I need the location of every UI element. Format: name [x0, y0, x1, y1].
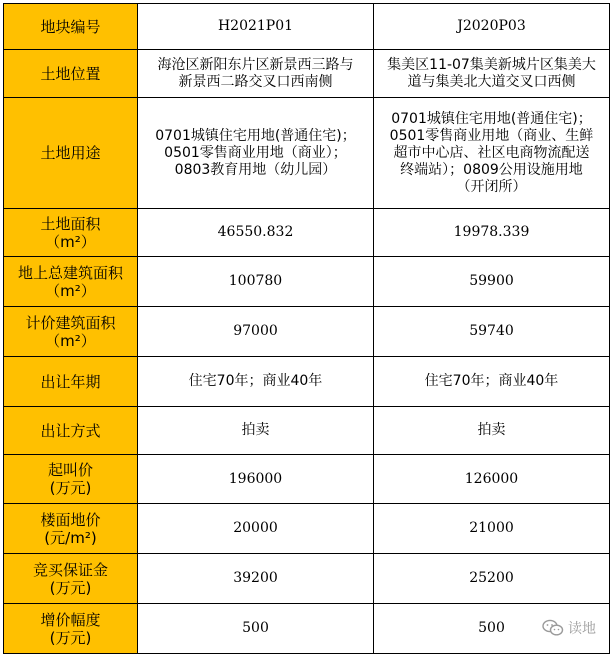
total-floor-area-label-line: 地上总建筑面积	[17, 263, 123, 282]
starting-price-parcel-2	[374, 455, 610, 504]
term-label	[4, 357, 138, 407]
starting-price-label	[4, 455, 138, 504]
deposit-parcel-2	[374, 554, 610, 604]
location-label	[4, 50, 138, 98]
deposit-label	[4, 554, 138, 604]
term-parcel-1-line: 住宅70年；商业40年	[188, 373, 323, 389]
priced-floor-area-label-line: （m²）	[45, 331, 96, 350]
location-parcel-2-line: 道与集美北大道交叉口西侧	[407, 73, 576, 90]
priced-floor-area-label	[4, 307, 138, 357]
floor-price-parcel-1	[138, 504, 374, 554]
header-parcel-1: H2021P01	[138, 4, 374, 50]
starting-price-label-line: (万元)	[49, 479, 92, 497]
term-parcel-1	[138, 357, 374, 407]
use-parcel-1-line: 0701城镇住宅用地(普通住宅)；	[155, 127, 356, 144]
header-label: 地块编号	[4, 4, 138, 50]
header-parcel-2: J2020P03	[374, 4, 610, 50]
use-label-line: 土地用途	[40, 144, 101, 162]
priced-floor-area-label-line: 计价建筑面积	[25, 313, 116, 332]
location-parcel-2-line: 集美区11-07集美新城片区集美大	[387, 56, 596, 73]
total-floor-area-parcel-1	[138, 257, 374, 307]
table-row	[4, 407, 610, 455]
location-parcel-1-line: 新景西二路交叉口西南侧	[178, 73, 333, 90]
deposit-label-line: (万元)	[49, 578, 92, 597]
land-area-label-line: 土地面积	[40, 214, 101, 233]
location-parcel-2	[374, 50, 610, 98]
increment-parcel-1	[138, 604, 374, 654]
starting-price-parcel-1	[138, 455, 374, 504]
increment-label-line: 增价幅度	[40, 610, 101, 629]
total-floor-area-label	[4, 257, 138, 307]
location-parcel-1	[138, 50, 374, 98]
method-parcel-2	[374, 407, 610, 455]
floor-price-label-line: 楼面地价	[40, 510, 101, 529]
priced-floor-area-parcel-2-line: 59740	[469, 323, 514, 339]
use-parcel-1	[138, 98, 374, 209]
table-row	[4, 98, 610, 209]
priced-floor-area-parcel-2	[374, 307, 610, 357]
priced-floor-area-parcel-1-line: 97000	[233, 323, 278, 339]
location-label-line: 土地位置	[40, 64, 101, 83]
use-parcel-2-line: 0701城镇住宅用地(普通住宅)；	[391, 110, 592, 127]
watermark	[542, 618, 596, 638]
wechat-icon	[542, 619, 564, 637]
location-parcel-1-line: 海沧区新阳东片区新景西三路与	[157, 56, 354, 73]
use-parcel-2-line: （开闭所）	[456, 178, 527, 195]
starting-price-label-line: 起叫价	[47, 461, 93, 479]
deposit-parcel-2-line: 25200	[469, 570, 514, 586]
floor-price-label	[4, 504, 138, 554]
table-row	[4, 504, 610, 554]
floor-price-parcel-1-line: 20000	[233, 520, 278, 536]
term-parcel-2-line: 住宅70年；商业40年	[424, 373, 559, 389]
floor-price-parcel-2	[374, 504, 610, 554]
deposit-label-line: 竞买保证金	[32, 560, 108, 579]
land-parcel-table	[3, 3, 610, 654]
land-area-parcel-1-line: 46550.832	[217, 224, 294, 240]
land-area-parcel-1	[138, 209, 374, 257]
table-row	[4, 604, 610, 654]
use-parcel-2-line: 超市中心店、社区电商物流配送	[393, 144, 590, 161]
floor-price-parcel-2-line: 21000	[469, 520, 514, 536]
term-parcel-2	[374, 357, 610, 407]
land-area-label	[4, 209, 138, 257]
use-parcel-2	[374, 98, 610, 209]
table-row	[4, 307, 610, 357]
land-area-parcel-2	[374, 209, 610, 257]
increment-parcel-2-line: 500	[478, 620, 505, 636]
table-row	[4, 209, 610, 257]
deposit-parcel-1	[138, 554, 374, 604]
total-floor-area-parcel-2	[374, 257, 610, 307]
use-label	[4, 98, 138, 209]
method-parcel-1	[138, 407, 374, 455]
method-label-line: 出让方式	[40, 421, 101, 440]
method-parcel-1-line: 拍卖	[241, 422, 270, 438]
table-row	[4, 455, 610, 504]
table-row	[4, 357, 610, 407]
land-area-label-line: （m²）	[45, 232, 96, 251]
table-header-row	[4, 4, 610, 50]
priced-floor-area-parcel-1	[138, 307, 374, 357]
table-row	[4, 257, 610, 307]
starting-price-parcel-1-line: 196000	[228, 470, 283, 487]
use-parcel-2-line: 0501零售商业用地（商业、生鲜	[389, 127, 594, 144]
total-floor-area-parcel-1-line: 100780	[228, 273, 283, 289]
total-floor-area-parcel-2-line: 59900	[469, 273, 514, 289]
use-parcel-2-line: 终端站）；0809公用设施用地	[400, 161, 583, 178]
increment-parcel-1-line: 500	[242, 620, 269, 636]
floor-price-label-line: (元/m²)	[44, 528, 97, 547]
table-row	[4, 554, 610, 604]
increment-label	[4, 604, 138, 654]
use-parcel-1-line: 0803教育用地（幼儿园）	[174, 161, 337, 178]
deposit-parcel-1-line: 39200	[233, 570, 278, 586]
use-parcel-1-line: 0501零售商业用地（商业）；	[164, 144, 347, 161]
method-label	[4, 407, 138, 455]
increment-label-line: (万元)	[49, 628, 92, 647]
land-area-parcel-2-line: 19978.339	[453, 224, 530, 240]
method-parcel-2-line: 拍卖	[477, 422, 506, 438]
starting-price-parcel-2-line: 126000	[464, 470, 519, 487]
table-row	[4, 50, 610, 98]
total-floor-area-label-line: （m²）	[45, 281, 96, 300]
watermark-text: 读地	[568, 621, 596, 637]
term-label-line: 出让年期	[40, 372, 101, 391]
